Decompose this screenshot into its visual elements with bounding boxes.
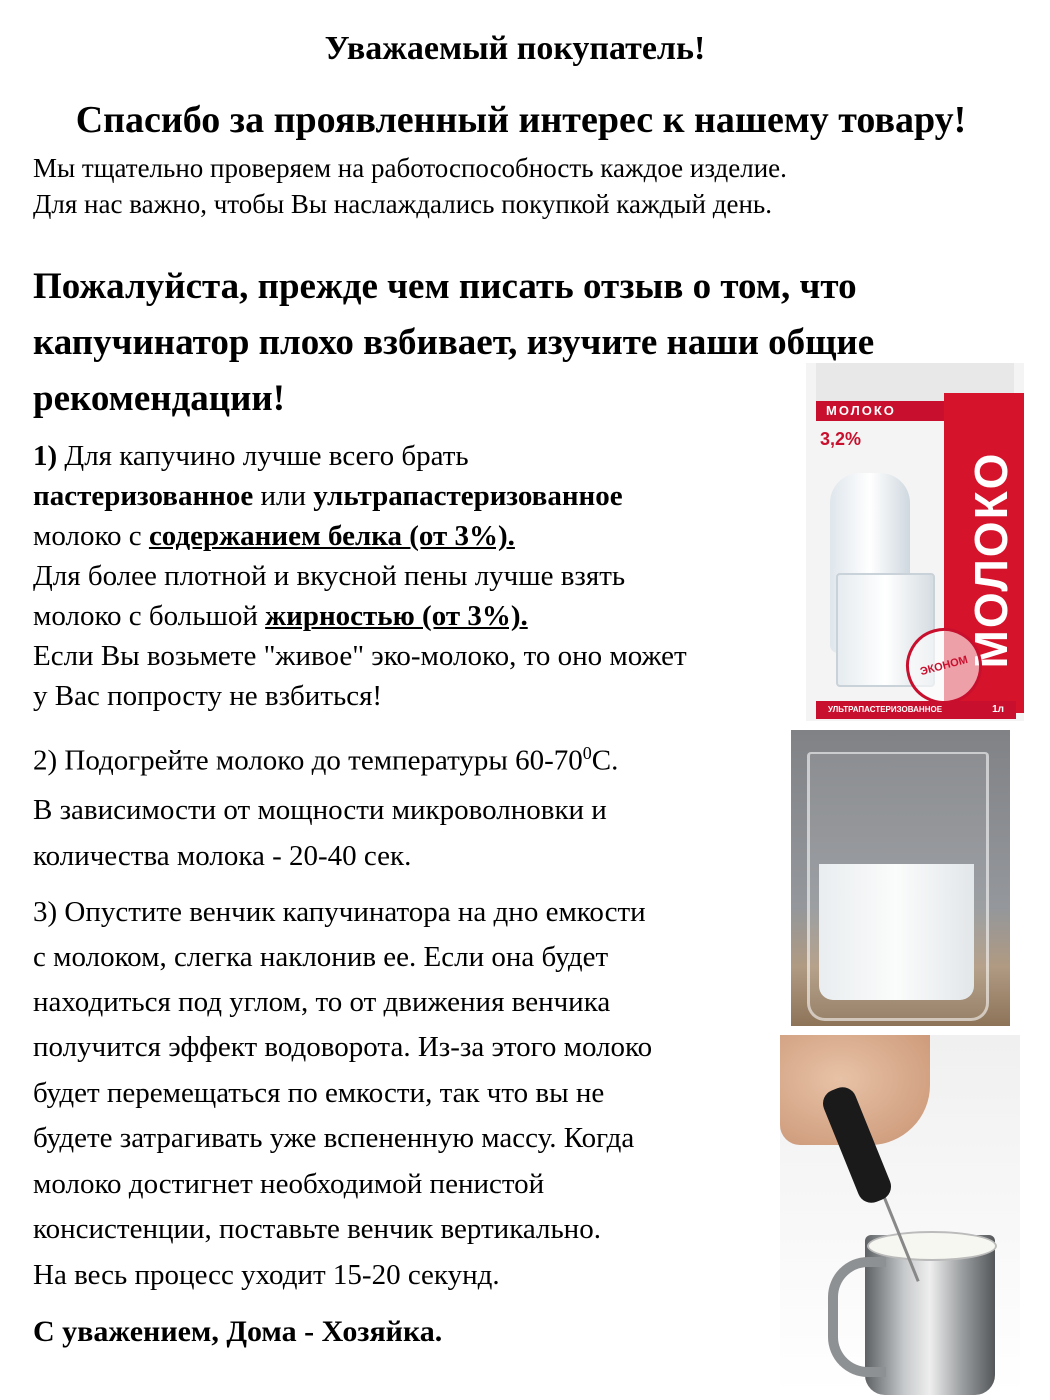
step2-line-1 (33, 733, 618, 781)
step1-line-1 (33, 436, 469, 476)
step3-line-2: с молоком, слегка наклонив ее. Если она будет (33, 941, 609, 973)
degree-sup: 0 (582, 743, 592, 763)
econom-stamp: ЭКОНОМ (897, 619, 990, 712)
step1-line-7: у Вас попросту не взбиться! (33, 680, 383, 712)
milk-with-text: молоко с (33, 520, 149, 552)
step1-text: Для капучино лучше всего брать (57, 440, 469, 472)
greeting-heading: Уважаемый покупатель! (324, 30, 706, 67)
pasteurized-term: пастеризованное (33, 480, 254, 512)
intro-line-2: Для нас важно, чтобы Вы наслаждались покупкой каждый день. (33, 189, 772, 219)
step1-line-6: Если Вы возьмете "живое" эко-молоко, то оно может (33, 640, 687, 672)
thanks-heading: Спасибо за проявленный интерес к нашему товару! (75, 99, 967, 141)
or-text: или (253, 480, 314, 512)
step1-line-3 (33, 516, 515, 556)
carton-brand-word: МОЛОКО (965, 451, 1017, 669)
request-line-3: рекомендации! (33, 378, 286, 419)
step1-number: 1) (33, 440, 58, 472)
step3-line-5: будет перемещаться по емкости, так что вы не (33, 1077, 605, 1109)
step2-unit: С. (591, 744, 619, 777)
step2-line-3: количества молока - 20-40 сек. (33, 840, 412, 872)
glass-of-milk-image (791, 730, 1010, 1026)
step3-line-4: получится эффект водоворота. Из-за этого молоко (33, 1031, 653, 1063)
step3-line-7: молоко достигнет необходимой пенистой (33, 1168, 545, 1200)
ultra-pasteurized-term: ультрапастеризованное (313, 480, 623, 512)
step3-line-3: находиться под углом, то от движения венчика (33, 986, 611, 1018)
request-line-2: капучинатор плохо взбивает, изучите наши общие (33, 322, 875, 363)
carton-fat-label: 3,2% (820, 429, 862, 449)
milk-foam (867, 1231, 997, 1261)
carton-label-top: МОЛОКО (816, 401, 1014, 421)
pitcher-handle (828, 1257, 886, 1377)
frother-in-pitcher-image (780, 1035, 1020, 1395)
step3-line-6: будете затрагивать уже вспененную массу. Когда (33, 1122, 635, 1154)
carton-bottom-band: УЛЬТРАПАСТЕРИЗОВАННОЕ 1л (816, 701, 1016, 719)
fat-requirement: жирностью (от 3%). (265, 600, 528, 632)
step1-line-2 (33, 476, 623, 516)
signature: С уважением, Дома - Хозяйка. (33, 1315, 443, 1348)
step3-line-9: На весь процесс уходит 15-20 секунд. (33, 1259, 500, 1291)
step2-text: 2) Подогрейте молоко до температуры 60-70 (33, 744, 583, 777)
big-fat-text: молоко с большой (33, 600, 266, 632)
intro-line-1: Мы тщательно проверяем на работоспособность каждое изделие. (33, 153, 787, 183)
carton-volume: 1л (992, 704, 1004, 715)
step3-line-1: 3) Опустите венчик капучинатора на дно емкости (33, 896, 646, 928)
protein-requirement: содержанием белка (от 3%). (148, 520, 515, 552)
step3-line-8: консистенции, поставьте венчик вертикально. (33, 1213, 601, 1245)
milk-carton-image (806, 363, 1024, 721)
step1-line-5 (33, 596, 528, 636)
request-line-1: Пожалуйста, прежде чем писать отзыв о том, что (33, 266, 857, 307)
step1-line-4: Для более плотной и вкусной пены лучше взять (33, 560, 626, 592)
step2-line-2: В зависимости от мощности микроволновки и (33, 794, 607, 826)
glass-outline (807, 752, 989, 1021)
